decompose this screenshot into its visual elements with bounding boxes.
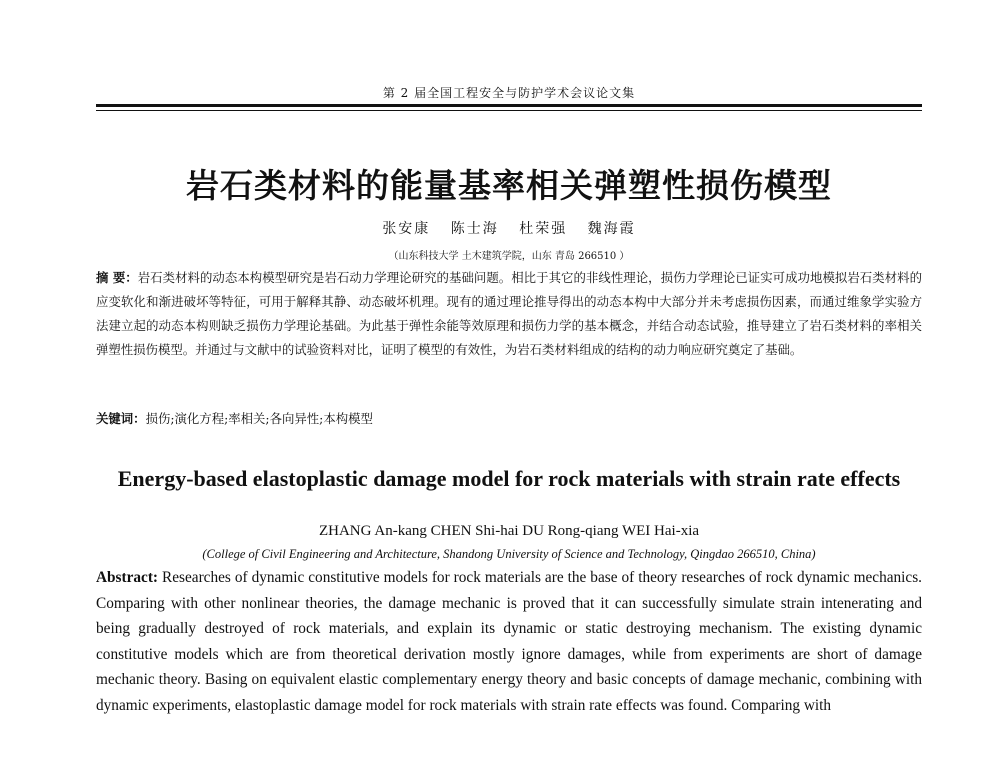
abstract-chinese-label: 摘 要： [96,270,138,285]
authors-chinese: 张安康 陈士海 杜荣强 魏海霞 [382,221,636,237]
keywords-chinese-text: 损伤;演化方程;率相关;各向异性;本构模型 [145,411,373,426]
keywords-chinese [96,409,922,429]
affiliation-english: (College of Civil Engineering and Architecture, Shandong University of Science and Technology, Qingdao 266510, China) [202,547,816,561]
abstract-english-text: Researches of dynamic constitutive models for rock materials are the base of theory researches of rock dynamic mechanics. Comparing with other nonlinear theories, the damage mechanic is proved that it can successfully simulate strain intenerating and being gradually destroyed of rock materials, and explain its dynamic or static destroying mechanism. The existing dynamic constitutive models which are from theoretical derivation mostly ignore damages, while from experiments are short of damage mechanic theory. Basing on equivalent elastic complementary energy theory and basic concepts of damage mechanic, combining with dynamic experiments, elastoplastic damage model for rock materials with strain rate effects was found. Comparing with [96,569,922,714]
abstract-english [96,565,922,718]
authors-english: ZHANG An-kang CHEN Shi-hai DU Rong-qiang WEI Hai-xia [318,523,700,539]
abstract-english-label: Abstract: [96,569,159,586]
title-chinese: 岩石类材料的能量基率相关弹塑性损伤模型 [186,166,832,205]
running-header: 第 2 届全国工程安全与防护学术会议论文集 [382,86,636,100]
abstract-chinese-text: 岩石类材料的动态本构模型研究是岩石动力学理论研究的基础问题。相比于其它的非线性理论，损伤力学理论已证实可成功地模拟岩石类材料的应变软化和渐进破坏等特征，可用于解释其静、动态破坏机理。现有的通过理论推导得出的动态本构中大部分并未考虑损伤因素，而通过维象学实验方法建立起的动态本构则缺乏损伤力学理论基础。为此基于弹性余能等效原理和损伤力学的基本概念，并结合动态试验，推导建立了岩石类材料的率相关弹塑性损伤模型。并通过与文献中的试验资料对比，证明了模型的有效性，为岩石类材料组成的结构的动力响应研究奠定了基础。 [96,270,922,357]
keywords-chinese-label: 关键词： [96,411,146,426]
affiliation-chinese: （山东科技大学 土木建筑学院，山东 青岛 266510 ） [388,251,630,262]
title-english: Energy-based elastoplastic damage model for rock materials with strain rate effects [117,466,901,491]
abstract-chinese [96,266,922,362]
header-rule-thick [96,104,922,107]
header-rule-thin [96,110,922,111]
